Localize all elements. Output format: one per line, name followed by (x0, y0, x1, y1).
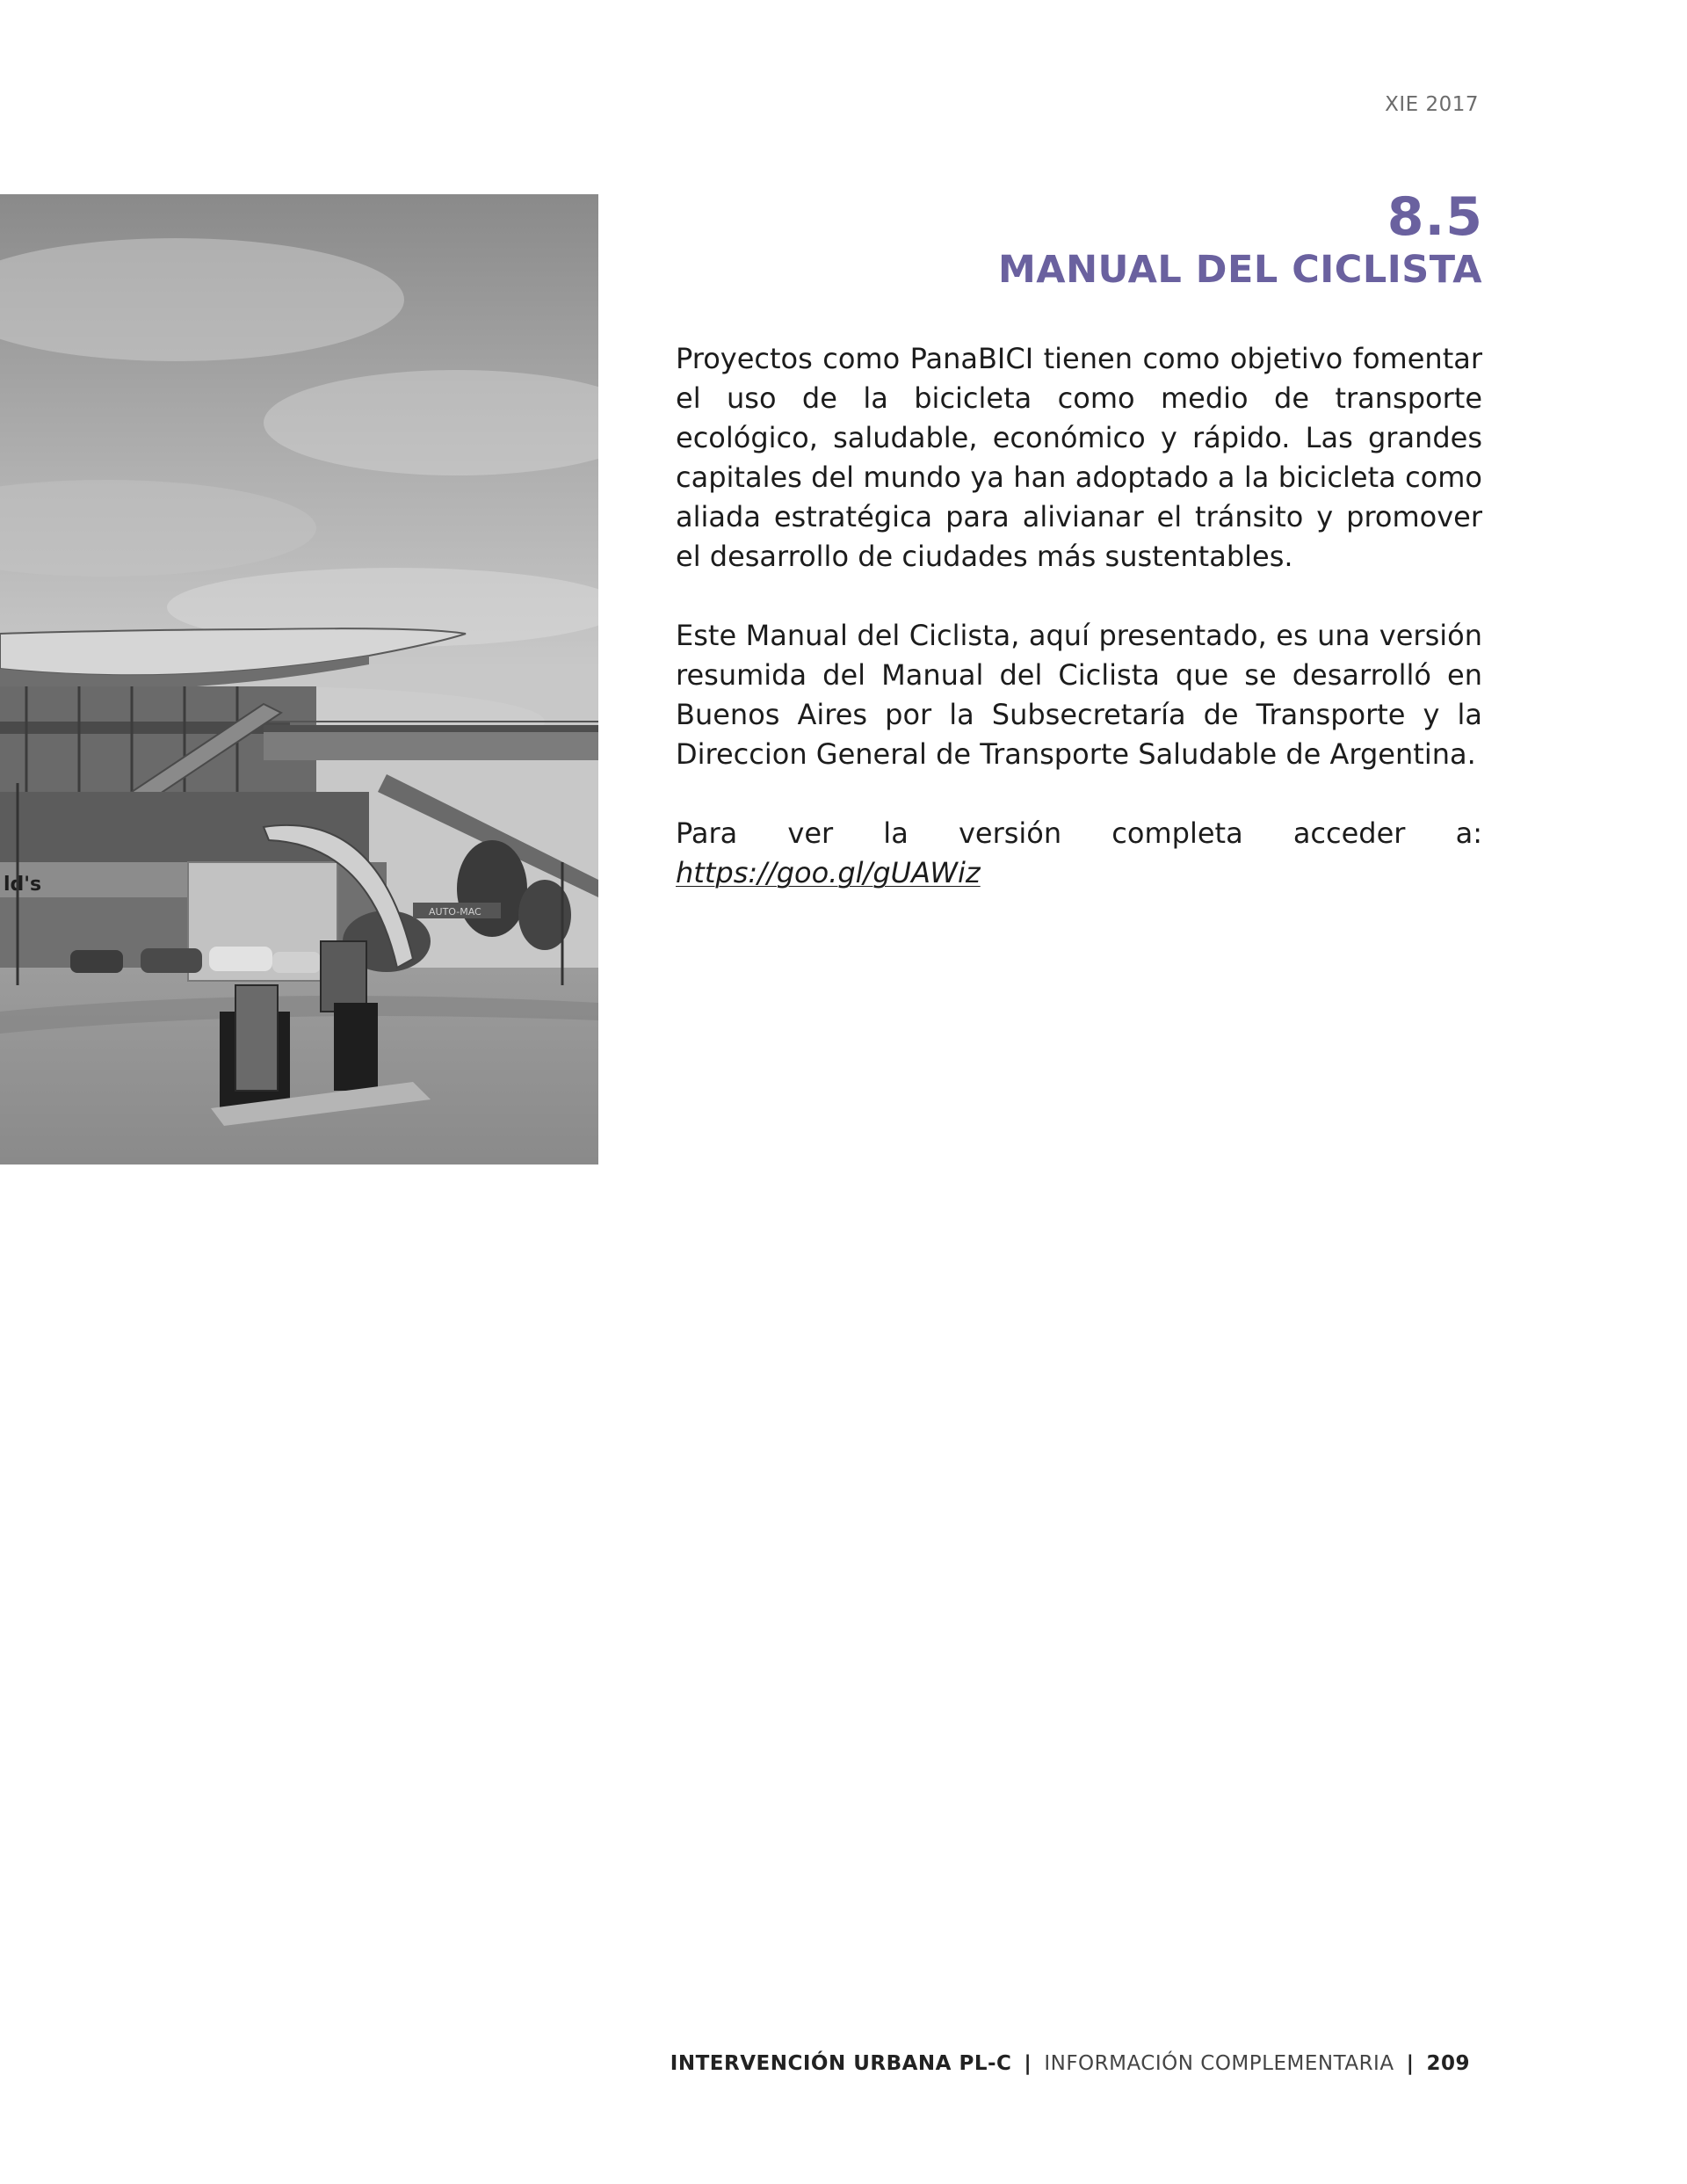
section-number: 8.5 (1387, 186, 1483, 248)
station-photo (0, 194, 598, 1165)
footer-separator-2: | (1406, 2052, 1415, 2075)
footer-project: INTERVENCIÓN URBANA PL-C (670, 2052, 1012, 2075)
paragraph-3-prefix: Para ver la versión completa acceder a: (676, 816, 1482, 850)
auto-mac-sign: AUTO-MAC (429, 906, 481, 918)
page-number: 209 (1426, 2052, 1470, 2075)
paragraph-2: Este Manual del Ciclista, aquí presentado, es una versión resumida del Manual del Ciclista que se desarrolló en Buenos Aires por la Subsecretaría de Transporte y la Direccion General de Transporte Saludable de Argentina. (676, 619, 1482, 771)
header-year: XIE 2017 (1385, 93, 1479, 116)
manual-link[interactable]: https://goo.gl/gUAWiz (676, 856, 981, 889)
footer-separator-1: | (1024, 2052, 1032, 2075)
body-text (676, 339, 1482, 932)
footer-section: INFORMACIÓN COMPLEMENTARIA (1044, 2052, 1394, 2075)
paragraph-3 (676, 814, 1482, 893)
page-footer (670, 2052, 1470, 2075)
section-title: MANUAL DEL CICLISTA (998, 248, 1482, 292)
store-sign: ld's (4, 874, 42, 896)
paragraph-1: Proyectos como PanaBICI tienen como objetivo fomentar el uso de la bicicleta como medio de transporte ecológico, saludable, económico y rápido. Las grandes capitales del mundo ya han adoptado a la bicicleta como aliada estratégica para alivianar el tránsito y promover el desarrollo de ciudades más sustentables. (676, 342, 1482, 573)
